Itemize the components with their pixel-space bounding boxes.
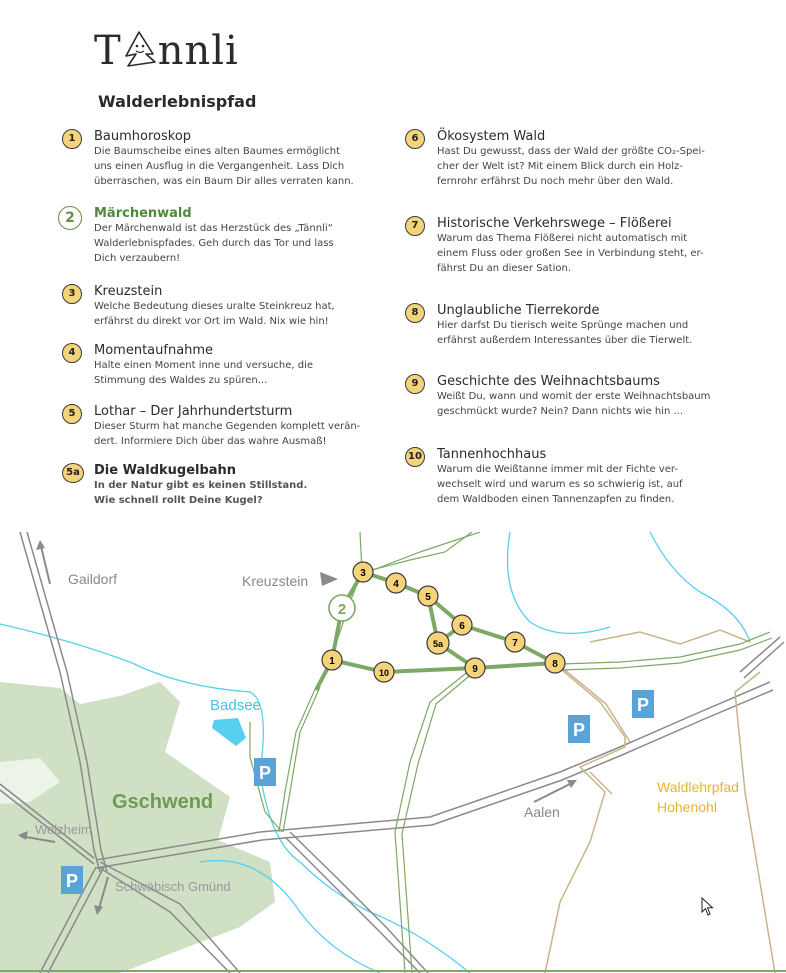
label-hohenohl: Hohenohl — [657, 799, 717, 815]
label-gmuend: Schwäbisch Gmünd — [115, 879, 231, 894]
arrow-aalen-icon — [534, 782, 574, 802]
station-badge: 2 — [58, 206, 82, 230]
marker-1: 1 — [329, 656, 335, 667]
road — [740, 637, 784, 678]
station-desc: Welche Bedeutung dieses uralte Steinkreuz hat, erfährst du direkt vor Ort im Wald. Nix wie hin! — [94, 301, 335, 327]
marker-8: 8 — [552, 659, 558, 670]
station-desc: Warum das Thema Flößerei nicht automatisch mit einem Fluss oder großen See in Verbindung steht, er- fährst Du an dieser Sation. — [437, 233, 704, 274]
marker-5: 5 — [425, 592, 431, 603]
label-welzheim: Welzheim — [35, 822, 92, 837]
marker-3: 3 — [360, 568, 366, 579]
station-desc: Halte einen Moment inne und versuche, die Stimmung des Waldes zu spüren... — [94, 360, 314, 386]
station-title: Märchenwald — [94, 206, 192, 221]
station-title: Tannenhochhaus — [437, 447, 547, 462]
trail-map[interactable] — [0, 532, 786, 973]
station-6 — [405, 129, 765, 189]
label-gschwend: Gschwend — [112, 791, 214, 813]
station-desc: Dieser Sturm hat manche Gegenden komplett verän- dert. Informiere Dich über das wahre Ausmaß! — [94, 421, 361, 447]
station-badge: 8 — [405, 303, 425, 323]
label-badsee: Badsee — [210, 697, 261, 714]
station-badge: 10 — [405, 447, 425, 467]
marker-9: 9 — [472, 664, 478, 675]
label-gaildorf: Gaildorf — [68, 571, 118, 587]
forest-trail — [283, 687, 320, 832]
lake-badsee — [212, 718, 246, 746]
station-badge: 3 — [62, 284, 82, 304]
station-title: Momentaufnahme — [94, 343, 214, 358]
mouse-cursor-icon — [701, 897, 715, 917]
station-badge: 7 — [405, 216, 425, 236]
station-3 — [62, 284, 392, 329]
forest-trail — [364, 532, 472, 572]
logo — [94, 28, 239, 74]
station-desc: Hier darfst Du tierisch weite Sprünge machen und erfährst außerdem Interessantes über die Tierwelt. — [437, 320, 693, 346]
station-9 — [405, 374, 765, 419]
station-title: Lothar – Der Jahrhundertsturm — [94, 404, 293, 419]
tree-face-icon — [122, 30, 158, 70]
svg-text:P: P — [572, 720, 586, 740]
logo-text-start: T — [94, 28, 122, 74]
station-title: Ökosystem Wald — [437, 129, 546, 144]
station-5 — [62, 404, 392, 449]
station-desc: Warum die Weißtanne immer mit der Fichte ver- wechselt wird und warum es so schwierig ist, auf dem Waldboden einen Tannenzapfen zu finden. — [437, 464, 683, 505]
marker-6: 6 — [459, 621, 465, 632]
station-10 — [405, 447, 765, 507]
station-title: Historische Verkehrswege – Flößerei — [437, 216, 672, 231]
waldlehrpfad-path — [735, 672, 775, 973]
svg-text:P: P — [65, 871, 79, 891]
svg-text:P: P — [258, 763, 272, 783]
marker-4: 4 — [393, 579, 399, 590]
station-4 — [62, 343, 392, 388]
svg-text:P: P — [636, 695, 650, 715]
station-desc: Der Märchenwald ist das Herzstück des „Tännli“ Walderlebnispfades. Geh durch das Tor und lass Dich verzaubern! — [94, 223, 334, 264]
forest-trail — [560, 638, 772, 670]
station-badge: 5 — [62, 404, 82, 424]
station-desc: Hast Du gewusst, dass der Wald der größte CO₂-Spei- cher der Welt ist? Mit einem Blick durch ein Holz- fernrohr erfährst Du noch mehr über den Wald. — [437, 146, 705, 187]
station-desc: Die Baumscheibe eines alten Baumes ermöglicht uns einen Ausflug in die Vergangenheit. Lass Dich überraschen, was ein Baum Dir alles verraten kann. — [94, 146, 354, 187]
marker-2: 2 — [337, 601, 347, 618]
stream — [508, 532, 611, 633]
station-8 — [405, 303, 765, 348]
marker-7: 7 — [512, 638, 518, 649]
station-title: Die Waldkugelbahn — [94, 463, 237, 478]
station-7 — [405, 216, 765, 276]
page-subtitle: Walderlebnispfad — [98, 92, 257, 111]
stream — [650, 532, 750, 642]
station-title: Unglaubliche Tierrekorde — [437, 303, 600, 318]
station-badge: 5a — [62, 463, 84, 483]
label-waldlehrpfad: Waldlehrpfad — [657, 779, 739, 795]
station-badge: 6 — [405, 129, 425, 149]
label-kreuzstein: Kreuzstein — [242, 573, 309, 589]
station-desc: In der Natur gibt es keinen Stillstand. Wie schnell rollt Deine Kugel? — [94, 480, 308, 506]
station-5a — [62, 463, 392, 508]
marker-10: 10 — [378, 668, 390, 678]
marker-5a: 5a — [432, 639, 444, 649]
station-title: Geschichte des Weihnachtsbaums — [437, 374, 660, 389]
arrow-kreuzstein-icon — [320, 572, 338, 586]
logo-text-end: nnli — [157, 28, 239, 74]
station-desc: Weißt Du, wann und womit der erste Weihnachtsbaum geschmückt wurde? Nein? Dann nichts wie hin ... — [437, 391, 711, 417]
station-badge: 1 — [62, 129, 82, 149]
waldlehrpfad-path — [590, 630, 750, 644]
station-title: Baumhoroskop — [94, 129, 192, 144]
label-aalen: Aalen — [524, 804, 560, 820]
station-1 — [62, 129, 392, 189]
station-badge: 4 — [62, 343, 82, 363]
station-2 — [58, 206, 388, 266]
station-title: Kreuzstein — [94, 284, 163, 299]
station-badge: 9 — [405, 374, 425, 394]
